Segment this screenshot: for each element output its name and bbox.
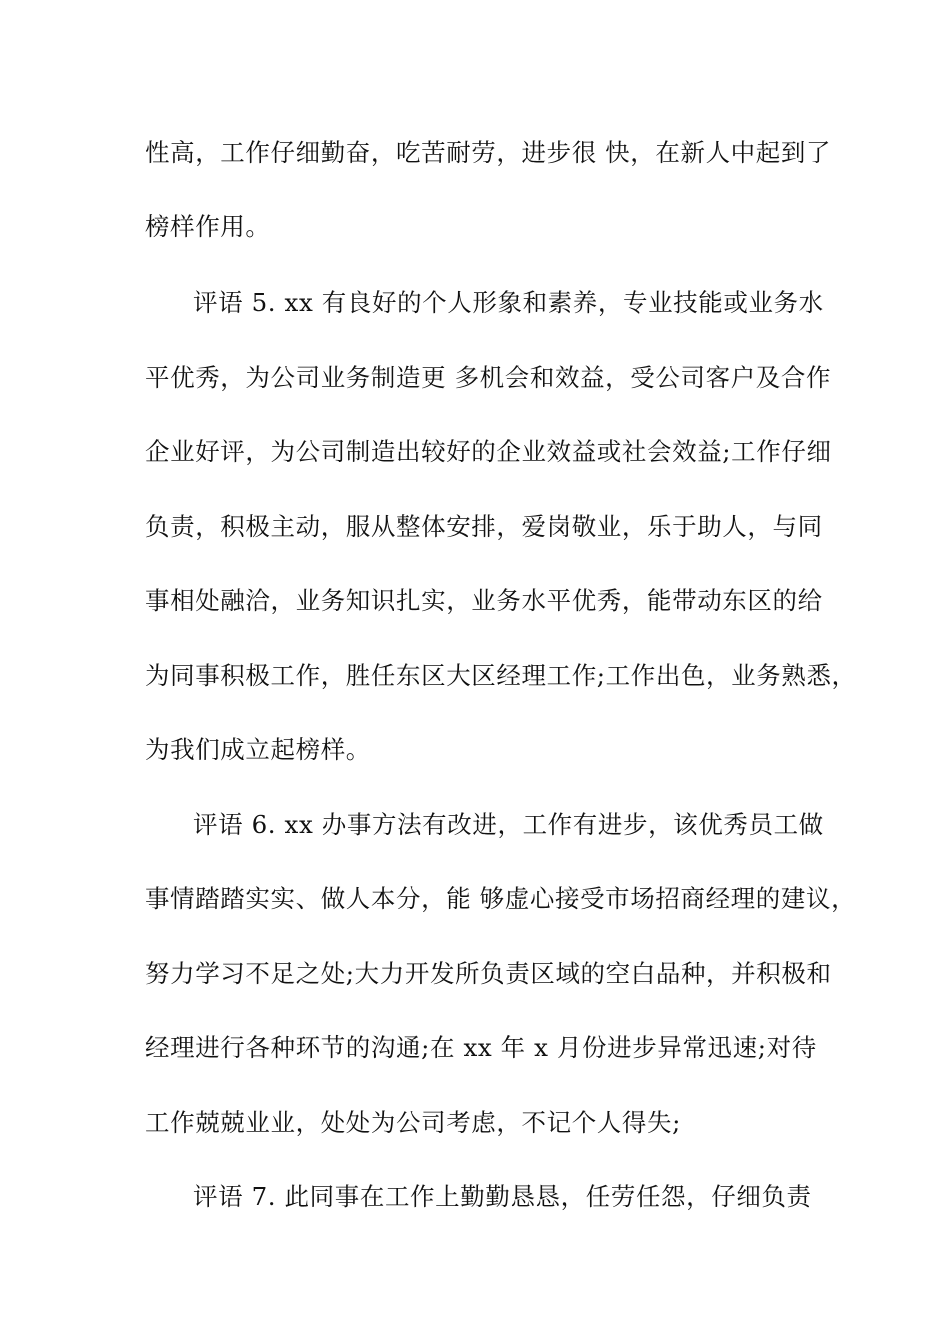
- text-line: 平优秀，为公司业务制造更 多机会和效益，受公司客户及合作: [145, 363, 832, 392]
- text-line: 工作兢兢业业，处处为公司考虑，不记个人得失;: [145, 1108, 681, 1137]
- paragraph-start-line: 评语 5. xx 有良好的个人形象和素养，专业技能或业务水: [193, 288, 824, 317]
- text-line: 性高，工作仔细勤奋，吃苦耐劳，进步很 快，在新人中起到了: [145, 138, 832, 167]
- text-line: 负责，积极主动，服从整体安排，爱岗敬业，乐于助人，与同: [145, 512, 823, 541]
- text-line: 努力学习不足之处;大力开发所负责区域的空白品种，并积极和: [145, 959, 832, 988]
- paragraph-start-line: 评语 7. 此同事在工作上勤勤恳恳，任劳任怨，仔细负责: [193, 1182, 812, 1211]
- text-line: 为我们成立起榜样。: [145, 735, 371, 764]
- text-line: 为同事积极工作，胜任东区大区经理工作;工作出色，业务熟悉，: [145, 661, 857, 690]
- text-line: 事相处融洽，业务知识扎实，业务水平优秀，能带动东区的给: [145, 586, 823, 615]
- text-line: 经理进行各种环节的沟通;在 xx 年 x 月份进步异常迅速;对待: [145, 1033, 817, 1062]
- text-line: 事情踏踏实实、做人本分，能 够虚心接受市场招商经理的建议，: [145, 884, 857, 913]
- text-line: 企业好评，为公司制造出较好的企业效益或社会效益;工作仔细: [145, 437, 832, 466]
- text-line: 榜样作用。: [145, 212, 271, 241]
- paragraph-start-line: 评语 6. xx 办事方法有改进，工作有进步，该优秀员工做: [193, 810, 824, 839]
